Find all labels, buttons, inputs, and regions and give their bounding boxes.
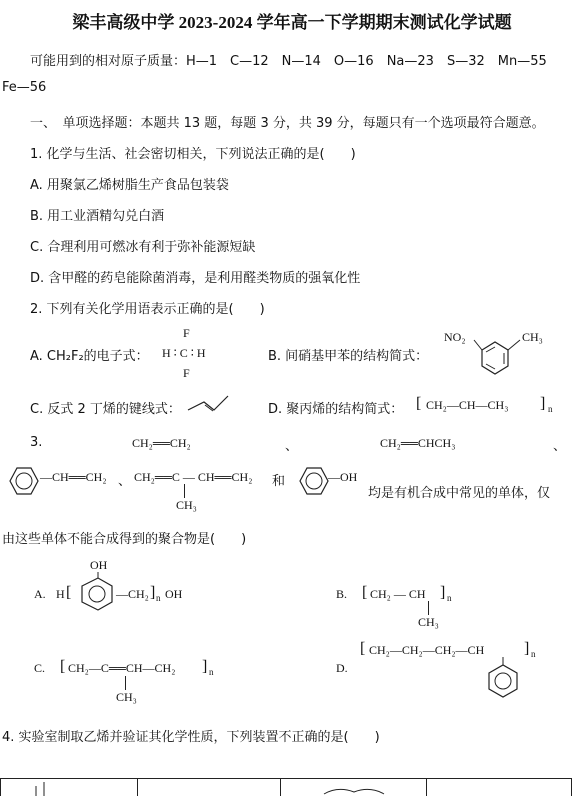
polymer-bracket-left: [: [66, 584, 72, 601]
question-1-stem: 1. 化学与生活、社会密切相关，下列说法正确的是( ): [30, 147, 356, 162]
table-column-divider: [137, 778, 138, 796]
isoprene-formula: CH₂══C — CH══CH₂: [134, 470, 253, 484]
question-3-number: 3.: [30, 435, 43, 450]
benzene-ring-icon: [484, 657, 524, 703]
question-3-option-a-label: A.: [34, 587, 46, 601]
electron-formula-middle: H ∶ C ∶ H: [162, 346, 206, 360]
separator: 、: [285, 439, 299, 454]
polymer-subscript-n: n: [548, 404, 553, 414]
polymer-bracket-left: [: [360, 640, 366, 657]
polymer-bracket-right: ]: [540, 395, 546, 412]
polymer-end-h: H: [56, 587, 65, 601]
separator: 、: [553, 439, 567, 454]
polymer-d-main: CH₂—CH₂—CH₂—CH: [369, 643, 485, 657]
and-text: 和: [272, 474, 286, 489]
benzene-ring-icon: [2, 463, 42, 499]
methyl-group-label: CH₃: [522, 330, 543, 344]
question-2-option-b-label: B. 间硝基甲苯的结构简式：: [268, 349, 429, 364]
question-2-option-c-label: C. 反式 2 丁烯的键线式：: [30, 402, 181, 417]
polymer-bracket-left: [: [362, 584, 368, 601]
apparatus-drawing-partial: [320, 786, 390, 796]
monomer-ethylene: CH₂══CH₂: [132, 436, 191, 450]
apparatus-table-top-border: [0, 778, 572, 779]
polymer-end-oh: OH: [165, 587, 183, 601]
polymer-c-main: CH₂—C══CH—CH₂: [68, 661, 176, 675]
atomic-mass-line: 可能用到的相对原子质量：H—1 C—12 N—14 O—16 Na—23 S—32 Mn—55: [30, 54, 547, 69]
methylene-link: —CH₂: [116, 587, 149, 601]
polymer-subscript-n: n: [447, 593, 452, 603]
electron-formula-top-f: F: [183, 326, 190, 340]
electron-formula-bottom-f: F: [183, 366, 190, 380]
phenol-ring-structure: [72, 572, 118, 614]
question-3-option-b-label: B.: [336, 587, 348, 601]
question-1-option-a: A. 用聚氯乙烯树脂生产食品包装袋: [30, 178, 229, 193]
table-column-divider: [280, 778, 281, 796]
question-1-option-d: D. 含甲醛的药皂能除菌消毒，是利用醛类物质的强氧化性: [30, 271, 361, 286]
polymer-subscript-n: n: [209, 667, 214, 677]
page-title: 梁丰高级中学 2023-2024 学年高一下学期期末测试化学试题: [72, 13, 512, 32]
polymer-c-methyl: CH₃: [116, 690, 137, 704]
question-1-option-c: C. 合理利用可燃冰有利于弥补能源短缺: [30, 240, 256, 255]
table-column-divider: [426, 778, 427, 796]
polymer-bracket-left: [: [416, 395, 422, 412]
polymer-bracket-left: [: [60, 658, 66, 675]
phenol-hydroxyl: —OH: [328, 470, 358, 484]
trans-2-butene-skeletal: [186, 392, 232, 414]
polymer-bracket-right: ]: [524, 640, 530, 657]
nitro-group-label: NO₂: [444, 330, 466, 344]
polymer-b-main: CH₂ — CH: [370, 587, 426, 601]
question-3-option-d-label: D.: [336, 661, 348, 675]
polymer-subscript-n: n: [156, 593, 161, 603]
question-2-stem: 2. 下列有关化学用语表示正确的是( ): [30, 302, 265, 317]
question-2-option-d-label: D. 聚丙烯的结构简式：: [268, 402, 404, 417]
polymer-bracket-right: ]: [150, 584, 156, 601]
table-column-divider: [571, 778, 572, 796]
monomer-propylene: CH₂══CHCH₃: [380, 436, 456, 450]
question-3-stem-tail: 均是有机合成中常见的单体，仅: [368, 486, 551, 501]
branch-bond: [125, 676, 126, 690]
section-heading: 一、 单项选择题：本题共 13 题，每题 3 分，共 39 分，每题只有一个选项最符合题意。: [30, 116, 545, 131]
branch-bond: [428, 601, 429, 615]
polymer-b-methyl: CH₃: [418, 615, 439, 629]
question-1-option-b: B. 用工业酒精勾兑白酒: [30, 209, 165, 224]
separator: 、: [118, 474, 132, 489]
atomic-mass-line-continued: Fe—56: [2, 80, 47, 95]
phenol-oh-top: OH: [90, 558, 108, 572]
styrene-vinyl-group: —CH══CH₂: [40, 470, 107, 484]
nitrotoluene-structure: [470, 336, 540, 384]
isoprene-methyl: CH₃: [176, 498, 197, 512]
polymer-bracket-right: ]: [440, 584, 446, 601]
polymer-bracket-right: ]: [202, 658, 208, 675]
polymer-subscript-n: n: [531, 649, 536, 659]
table-column-divider: [0, 778, 1, 796]
question-3-stem-line2: 由这些单体不能合成得到的聚合物是( ): [2, 532, 247, 547]
polypropylene-formula: CH₂—CH—CH₃: [426, 398, 509, 412]
apparatus-drawing-partial: [30, 782, 80, 796]
branch-bond: [184, 484, 185, 498]
question-2-option-a-label: A. CH₂F₂的电子式：: [30, 349, 149, 364]
question-3-option-c-label: C.: [34, 661, 46, 675]
question-4-stem: 4. 实验室制取乙烯并验证其化学性质，下列装置不正确的是( ): [2, 730, 380, 745]
